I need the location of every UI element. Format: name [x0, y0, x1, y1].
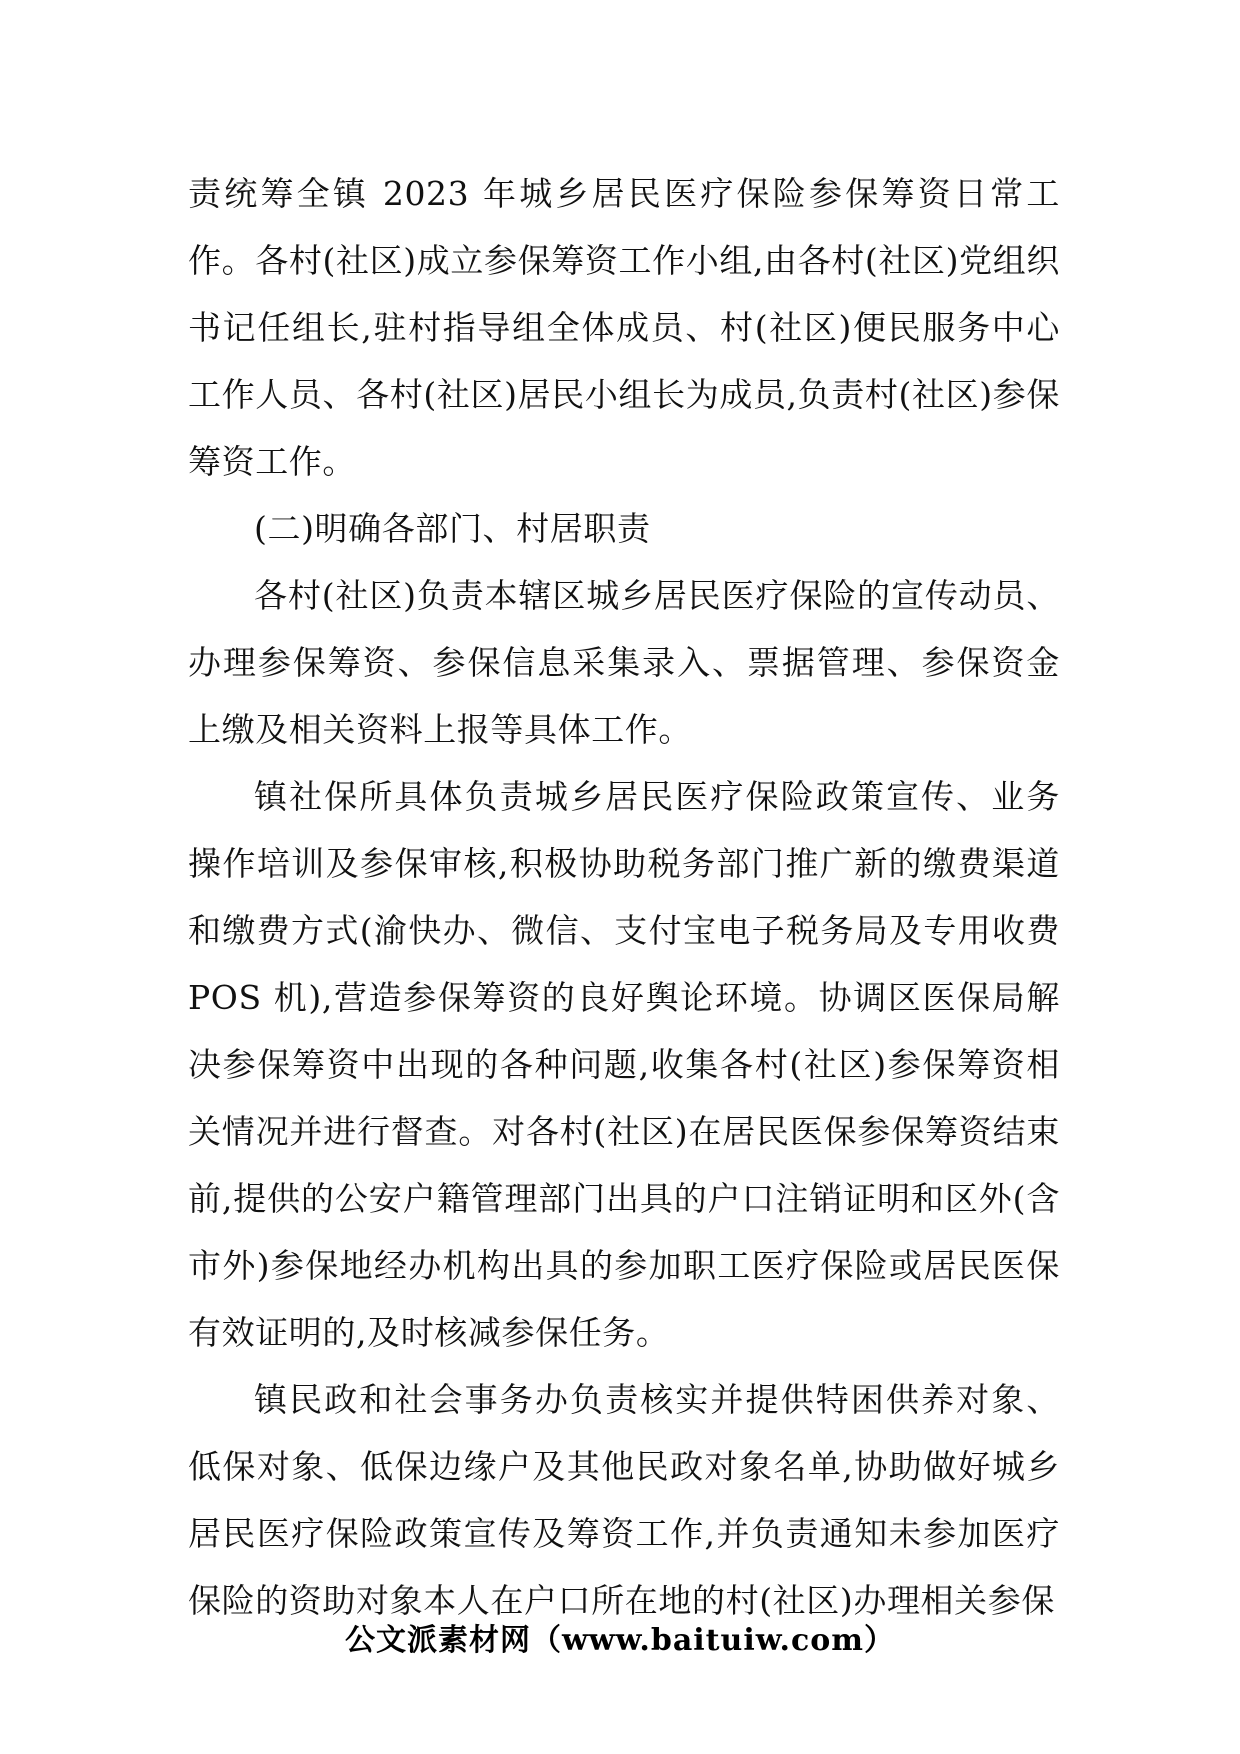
paragraph: 各村(社区)负责本辖区城乡居民医疗保险的宣传动员、办理参保筹资、参保信息采集录入、票据管理、参保资金上缴及相关资料上报等具体工作。 — [188, 576, 1060, 749]
paragraph: 镇社保所具体负责城乡居民医疗保险政策宣传、业务操作培训及参保审核,积极协助税务部门推广新的缴费渠道和缴费方式(渝快办、微信、支付宝电子税务局及专用收费POS 机),营造参保筹资的良好舆论环境。协调区医保局解决参保筹资中出现的各种问题,收集各村(社区)参保筹资相关情况并进行督查。对各村(社区)在居民医保参保筹资结束前,提供的公安户籍管理部门出具的户口注销证明和区外(含市外)参保地经办机构出具的参加职工医疗保险或居民医保有效证明的,及时核减参保任务。 — [188, 777, 1060, 1352]
document-body — [188, 160, 1060, 1634]
paragraph: 镇民政和社会事务办负责核实并提供特困供养对象、低保对象、低保边缘户及其他民政对象名单,协助做好城乡居民医疗保险政策宣传及筹资工作,并负责通知未参加医疗保险的资助对象本人在户口所在地的村(社区)办理相关参保 — [188, 1380, 1060, 1620]
page-footer-watermark: 公文派素材网（www.baituiw.com） — [344, 1623, 896, 1658]
section-heading: (二)明确各部门、村居职责 — [254, 509, 651, 548]
paragraph: 责统筹全镇 2023 年城乡居民医疗保险参保筹资日常工作。各村(社区)成立参保筹资工作小组,由各村(社区)党组织书记任组长,驻村指导组全体成员、村(社区)便民服务中心工作人员、各村(社区)居民小组长为成员,负责村(社区)参保筹资工作。 — [188, 174, 1060, 481]
